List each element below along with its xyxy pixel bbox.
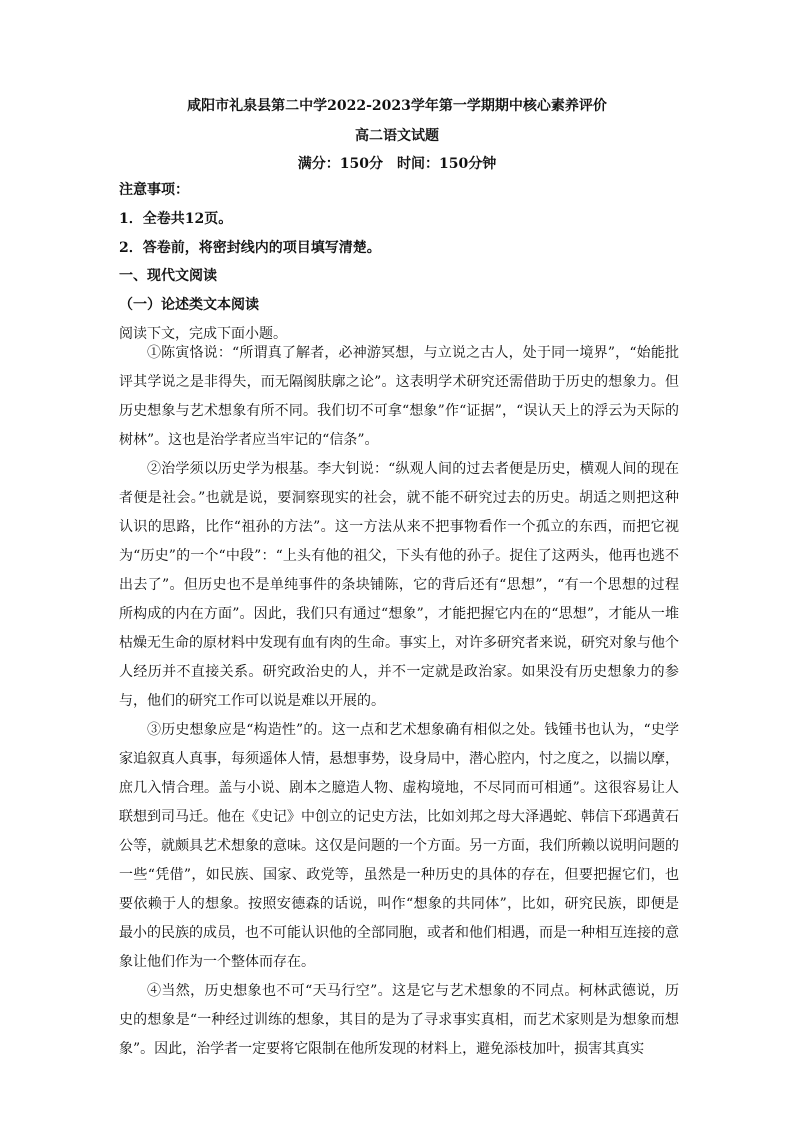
passage-paragraph: ③历史想象应是“构造性”的。这一点和艺术想象确有相似之处。钱锺书也认为，“史学家追叙真人真事，每须遥体人情，悬想事势，设身局中，潜心腔内，忖之度之，以揣以摩，庶几入情合理。盖与小说、剧本之臆造人物、虚构境地，不尽同而可相通”。这很容易让人联想到司马迁。他在《史记》中创立的记史方法，比如刘邦之母大泽遇蛇、韩信下邳遇黄石公等，就颇具艺术想象的意味。这仅是问题的一个方面。另一方面，我们所赖以说明问题的一些“凭借”，如民族、国家、政党等，虽然是一种历史的具体的存在，但要把握它们，也要依赖于人的想象。按照安德森的话说，叫作“想象的共同体”，比如，研究民族，即便是最小的民族的成员，也不可能认识他的全部同胞，或者和他们相遇，而是一种相互连接的意象让他们作为一个整体而存在。 — [119, 722, 679, 970]
notes-block — [119, 176, 679, 263]
reading-passage — [119, 339, 679, 1064]
passage-paragraph: ④当然，历史想象也不可“天马行空”。这是它与艺术想象的不同点。柯林武德说，历史的想象是“一种经过训练的想象，其目的是为了寻求事实真相，而艺术家则是为想象而想象”。因此，治学者一定要将它限制在他所发现的材料上，避免添枝加叶，损害其真实 — [119, 983, 679, 1057]
exam-title: 咸阳市礼泉县第二中学2022-2023学年第一学期期中核心素养评价 — [187, 98, 607, 114]
section-instruction: 阅读下文，完成下面小题。 — [119, 326, 287, 342]
passage-paragraph: ①陈寅恪说：“所谓真了解者，必神游冥想，与立说之古人，处于同一境界”，“始能批评其学说之是非得失，而无隔阂肤廓之论”。这表明学术研究还需借助于历史的想象力。但历史想象与艺术想象有所不同。我们切不可拿“想象”作“证据”，“误认天上的浮云为天际的树林”。这也是治学者应当牢记的“信条”。 — [119, 345, 679, 448]
exam-score-time: 满分：150分 时间：150分钟 — [297, 156, 497, 172]
notes-item: 2．答卷前，将密封线内的项目填写清楚。 — [119, 240, 381, 256]
exam-subject: 高二语文试题 — [355, 128, 439, 144]
notes-item: 1．全卷共12页。 — [119, 211, 233, 227]
notes-heading: 注意事项： — [119, 182, 189, 198]
passage-paragraph: ②治学须以历史学为根基。李大钊说：“纵观人间的过去者便是历史，横观人间的现在者便是社会。”也就是说，要洞察现实的社会，就不能不研究过去的历史。胡适之则把这种认识的思路，比作“祖孙的方法”。这一方法从来不把事物看作一个孤立的东西，而把它视为“历史”的一个“中段”：“上头有他的祖父，下头有他的孙子。捉住了这两头，他再也逃不出去了”。但历史也不是单纯事件的条块铺陈，它的背后还有“思想”，“有一个思想的过程所构成的内在方面”。因此，我们只有通过“想象”，才能把握它内在的“思想”，才能从一堆枯燥无生命的原材料中发现有血有肉的生命。事实上，对许多研究者来说，研究对象与他个人经历并不直接关系。研究政治史的人，并不一定就是政治家。如果没有历史想象力的参与，他们的研究工作可以说是难以开展的。 — [119, 461, 679, 709]
section-block — [119, 262, 679, 349]
section-subtitle: （一）论述类文本阅读 — [119, 297, 259, 313]
section-title: 一、现代文阅读 — [119, 268, 217, 284]
